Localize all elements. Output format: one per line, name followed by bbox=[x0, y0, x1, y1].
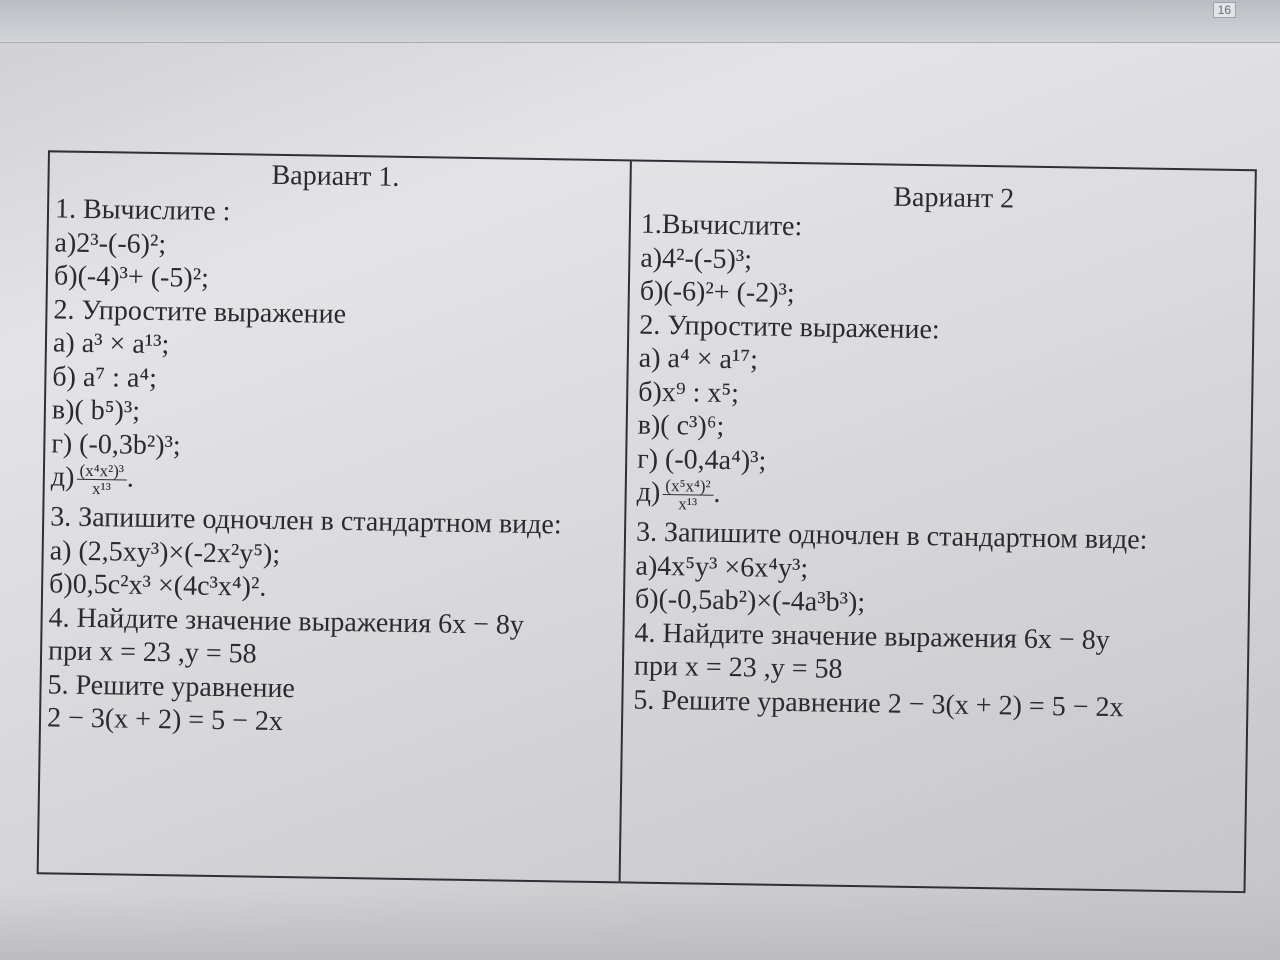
task-line: 3. Запишите одночлен в стандартном виде: bbox=[49, 501, 562, 541]
task-line: а) a³ × a¹³; bbox=[52, 327, 170, 361]
variant-2-content bbox=[633, 208, 1251, 727]
task-line: 1.Вычислите: bbox=[640, 208, 803, 243]
task-line: а)4x⁵y³ ×6x⁴y³; bbox=[635, 550, 809, 584]
task-line: при x = 23 ,y = 58 bbox=[633, 650, 843, 685]
variant-2-column bbox=[621, 161, 1255, 891]
task-line: 2. Упростите выражение: bbox=[639, 309, 940, 345]
task-line: при x = 23 ,y = 58 bbox=[47, 635, 257, 670]
task-line: б)x⁹ : x⁵; bbox=[638, 376, 740, 409]
task-line: а) a⁴ × a¹⁷; bbox=[638, 342, 759, 376]
task-line: 2 − 3(x + 2) = 5 − 2x bbox=[46, 702, 284, 738]
task-line: 5. Решите уравнение bbox=[47, 668, 296, 704]
task-line: б)0,5c²x³ ×(4c³x⁴)². bbox=[48, 568, 267, 603]
variant-1-column bbox=[39, 152, 632, 881]
fraction-suffix: . bbox=[713, 477, 721, 509]
fraction-numerator: (x⁵x⁴)² bbox=[662, 477, 714, 496]
fraction-denominator: x¹³ bbox=[678, 494, 698, 514]
task-line: 4. Найдите значение выражения 6x − 8y bbox=[48, 601, 525, 641]
fraction bbox=[662, 477, 714, 513]
variant-2-title: Вариант 2 bbox=[893, 181, 1015, 215]
task-line: 1. Вычислите : bbox=[54, 193, 231, 228]
variants-table bbox=[37, 150, 1257, 893]
fraction bbox=[76, 462, 127, 498]
task-line: в)( c³)⁶; bbox=[637, 409, 725, 442]
task-line: г) (-0,4a⁴)³; bbox=[636, 443, 767, 477]
document-page bbox=[18, 150, 1280, 915]
task-line: в)( b⁵)³; bbox=[51, 394, 141, 427]
task-line: г) (-0,3b²)³; bbox=[51, 427, 181, 461]
task-line: б) a⁷ : a⁴; bbox=[52, 360, 158, 394]
task-line: б)(-6)²+ (-2)³; bbox=[639, 275, 795, 310]
variant-1-title: Вариант 1. bbox=[271, 159, 400, 193]
fraction-prefix: д) bbox=[50, 461, 75, 493]
fraction-numerator: (x⁴x²)³ bbox=[76, 462, 127, 481]
task-line: 5. Решите уравнение 2 − 3(x + 2) = 5 − 2x bbox=[633, 684, 1124, 723]
page-number: 16 bbox=[1213, 2, 1236, 18]
top-toolbar bbox=[0, 0, 1280, 43]
task-line: а)4²-(-5)³; bbox=[640, 242, 753, 275]
task-line: а) (2,5xy³)×(-2x²y⁵); bbox=[49, 534, 281, 570]
bottom-shadow bbox=[0, 890, 1280, 960]
fraction-denominator: x¹³ bbox=[91, 479, 111, 499]
fraction-prefix: д) bbox=[636, 476, 661, 508]
task-line: б)(-4)³+ (-5)²; bbox=[53, 260, 210, 294]
task-line: 3. Запишите одночлен в стандартном виде: bbox=[635, 516, 1148, 556]
task-line: 4. Найдите значение выражения 6x − 8y bbox=[634, 617, 1110, 656]
task-line: а)2³-(-6)²; bbox=[54, 226, 167, 260]
task-line: б)(-0,5ab²)×(-4a³b³); bbox=[634, 583, 866, 619]
fraction-suffix: . bbox=[126, 462, 135, 494]
task-line: 2. Упростите выражение bbox=[53, 293, 347, 330]
variant-1-content bbox=[47, 192, 625, 743]
